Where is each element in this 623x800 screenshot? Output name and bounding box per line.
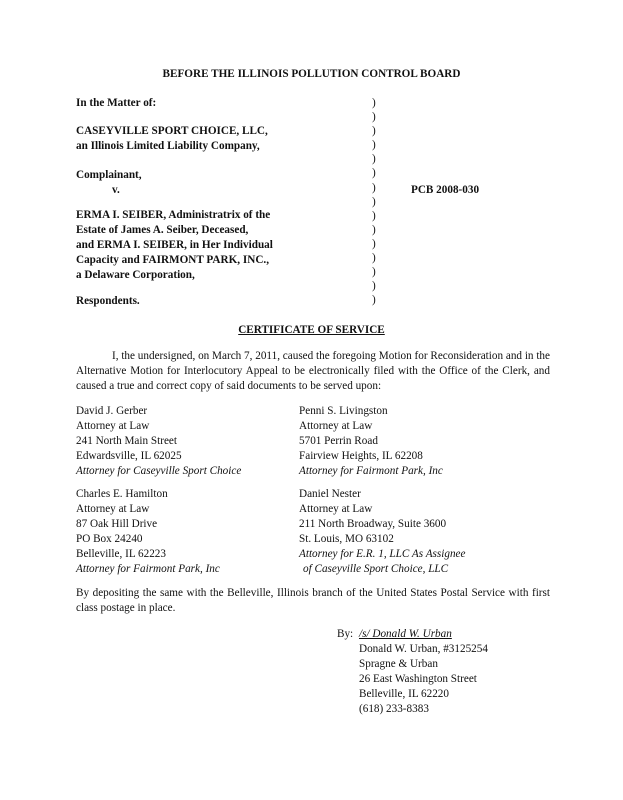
paren: ) [372, 181, 376, 194]
paren: ) [372, 237, 376, 250]
respondent-line: Estate of James A. Seiber, Deceased, [76, 224, 249, 236]
certificate-title: CERTIFICATE OF SERVICE [238, 324, 385, 336]
respondent-line: and ERMA I. SEIBER, in Her Individual [76, 239, 273, 251]
service-title: Attorney at Law [299, 420, 373, 432]
respondent-line: Capacity and FAIRMONT PARK, INC., [76, 254, 269, 266]
paren: ) [372, 139, 376, 152]
electronic-signature: /s/ Donald W. Urban [359, 628, 452, 640]
paren: ) [372, 125, 376, 138]
service-entry-hamilton [76, 487, 220, 577]
service-entry-nester [299, 487, 465, 577]
signer-phone: (618) 233-8383 [359, 703, 429, 715]
respondents-label: Respondents. [76, 295, 140, 307]
paren: ) [372, 195, 376, 208]
by-label: By: [337, 628, 354, 640]
complainant-line: an Illinois Limited Liability Company, [76, 140, 260, 152]
service-title: Attorney at Law [76, 420, 150, 432]
paren: ) [372, 97, 376, 109]
service-city: Edwardsville, IL 62025 [76, 450, 182, 462]
service-name: Penni S. Livingston [299, 405, 388, 417]
service-entry-livingston [299, 404, 443, 479]
signature-block [359, 627, 488, 717]
signer-name: Donald W. Urban, #3125254 [359, 643, 488, 655]
paren: ) [372, 252, 376, 265]
signer-street: 26 East Washington Street [359, 673, 477, 685]
in-the-matter-label: In the Matter of: [76, 97, 157, 109]
caption-parentheses [372, 96, 376, 307]
service-role: Attorney for Caseyville Sport Choice [76, 465, 242, 477]
case-number: PCB 2008-030 [411, 184, 480, 196]
paren: ) [372, 209, 376, 222]
service-street: 5701 Perrin Road [299, 435, 378, 447]
certificate-body: I, the undersigned, on March 7, 2011, caused the foregoing Motion for Reconsideration and in the Alternative Motion for Interlocutory Appeal to be electronically filed with the Office of the Clerk, and caused a true and correct copy of said documents to be served upon: [76, 350, 550, 392]
respondent-line: ERMA I. SEIBER, Administratrix of the [76, 209, 271, 221]
paren: ) [372, 266, 376, 279]
complainant-line: CASEYVILLE SPORT CHOICE, LLC, [76, 125, 268, 137]
board-title: BEFORE THE ILLINOIS POLLUTION CONTROL BOARD [162, 68, 461, 80]
respondent-line: a Delaware Corporation, [76, 269, 195, 281]
service-city: Belleville, IL 62223 [76, 548, 166, 560]
signer-city: Belleville, IL 62220 [359, 688, 449, 700]
service-name: David J. Gerber [76, 405, 148, 417]
signer-firm: Spragne & Urban [359, 658, 438, 670]
respondent-name-block [76, 208, 273, 283]
complainant-name-block [76, 124, 268, 154]
service-role-continued: of Caseyville Sport Choice, LLC [303, 563, 449, 575]
service-street: 211 North Broadway, Suite 3600 [299, 518, 447, 530]
paren: ) [372, 111, 376, 124]
service-box: PO Box 24240 [76, 533, 143, 545]
paren: ) [372, 167, 376, 180]
service-role: Attorney for E.R. 1, LLC As Assignee [299, 548, 466, 560]
service-title: Attorney at Law [299, 503, 373, 515]
service-city: Fairview Heights, IL 62208 [299, 450, 423, 462]
service-street: 87 Oak Hill Drive [76, 518, 158, 530]
service-name: Charles E. Hamilton [76, 488, 168, 500]
closing-paragraph: By depositing the same with the Belleville, Illinois branch of the United States Postal Service with first class postage in place. [76, 587, 550, 614]
paren: ) [372, 223, 376, 236]
paren: ) [372, 280, 376, 293]
paren: ) [372, 153, 376, 166]
paren: ) [372, 294, 376, 307]
service-entry-gerber [76, 404, 241, 479]
service-name: Daniel Nester [299, 488, 361, 500]
complainant-label: Complainant, [76, 169, 142, 181]
service-title: Attorney at Law [76, 503, 150, 515]
service-city: St. Louis, MO 63102 [299, 533, 394, 545]
service-street: 241 North Main Street [76, 435, 177, 447]
service-role: Attorney for Fairmont Park, Inc [76, 563, 220, 575]
versus-label: v. [112, 184, 120, 196]
service-role: Attorney for Fairmont Park, Inc [299, 465, 443, 477]
